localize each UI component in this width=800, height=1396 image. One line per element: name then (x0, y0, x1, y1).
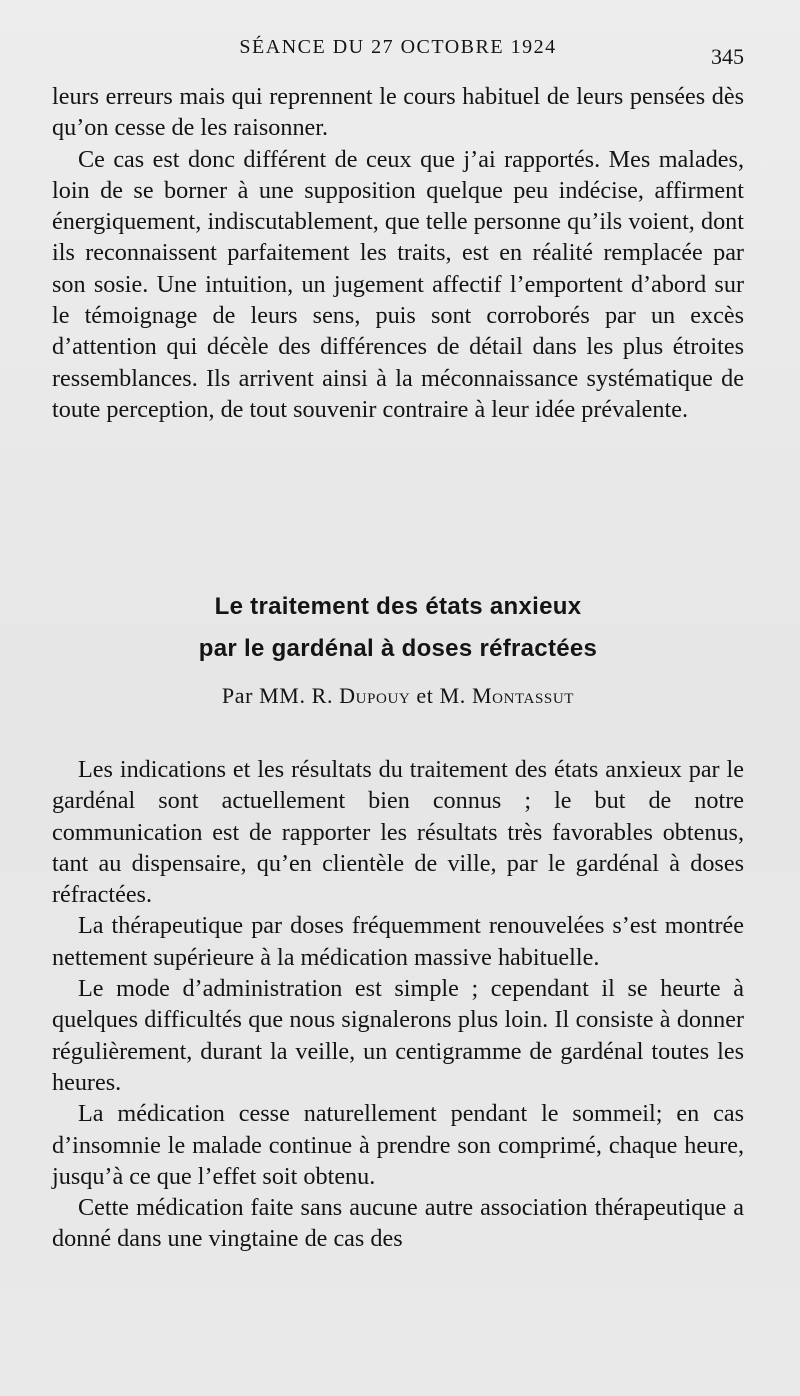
page-header (52, 30, 744, 70)
paragraph-continued: leurs erreurs mais qui reprennent le cours habituel de leurs pensées dès qu’on cesse de les raisonner. (52, 83, 744, 142)
paragraph: Les indications et les résultats du traitement des états anxieux par le gardénal sont actuellement bien connus ; le but de notre communication est de rapporter les résultats très favorables obtenus, tant au dispensaire, qu’en clientèle de ville, par le gardénal à doses réfractées. (52, 756, 744, 909)
article-byline (52, 683, 744, 709)
continued-text (52, 81, 744, 425)
paragraph: La thérapeutique par doses fréquemment renouvelées s’est montrée nettement supérieure à la médication massive habituelle. (52, 912, 744, 971)
byline-conjunction: et M. (410, 683, 472, 708)
page-number: 345 (711, 44, 744, 69)
author-name: Montassut (471, 683, 575, 708)
paragraph: Ce cas est donc différent de ceux que j’ai rapportés. Mes malades, loin de se borner à une supposition quelque peu indécise, affirment énergiquement, indiscutablement, que telle personne qu’ils voient, dont ils reconnaissent parfaitement les traits, est en réalité remplacée par son sosie. Une intuition, un jugement affectif l’emportent d’abord sur le témoignage de leurs sens, puis sont corroborés par un excès d’attention qui décèle des différences de détail dans les plus étroites ressemblances. Ils arrivent ainsi à la méconnaissance systématique de toute perception, de tout souvenir contraire à leur idée prévalente. (52, 145, 744, 423)
paragraph: Cette médication faite sans aucune autre association thérapeutique a donné dans une vingtaine de cas des (52, 1194, 744, 1253)
byline-prefix: Par MM. R. (221, 683, 340, 708)
article-title-line-2: par le gardénal à doses réfractées (198, 635, 598, 662)
article-body (52, 754, 744, 1255)
article-title-line-1: Le traitement des états anxieux (214, 593, 582, 620)
paragraph: La médication cesse naturellement pendant le sommeil; en cas d’insomnie le malade continue à prendre son comprimé, chaque heure, jusqu’à ce que l’effet soit obtenu. (52, 1100, 744, 1190)
author-name: Dupouy (339, 683, 411, 708)
paragraph: Le mode d’administration est simple ; cependant il se heurte à quelques difficultés que nous signalerons plus loin. Il consiste à donner régulièrement, durant la veille, un centigramme de gardénal toutes les heures. (52, 975, 744, 1096)
running-head: SÉANCE DU 27 OCTOBRE 1924 (239, 36, 557, 58)
article-title (52, 586, 744, 670)
